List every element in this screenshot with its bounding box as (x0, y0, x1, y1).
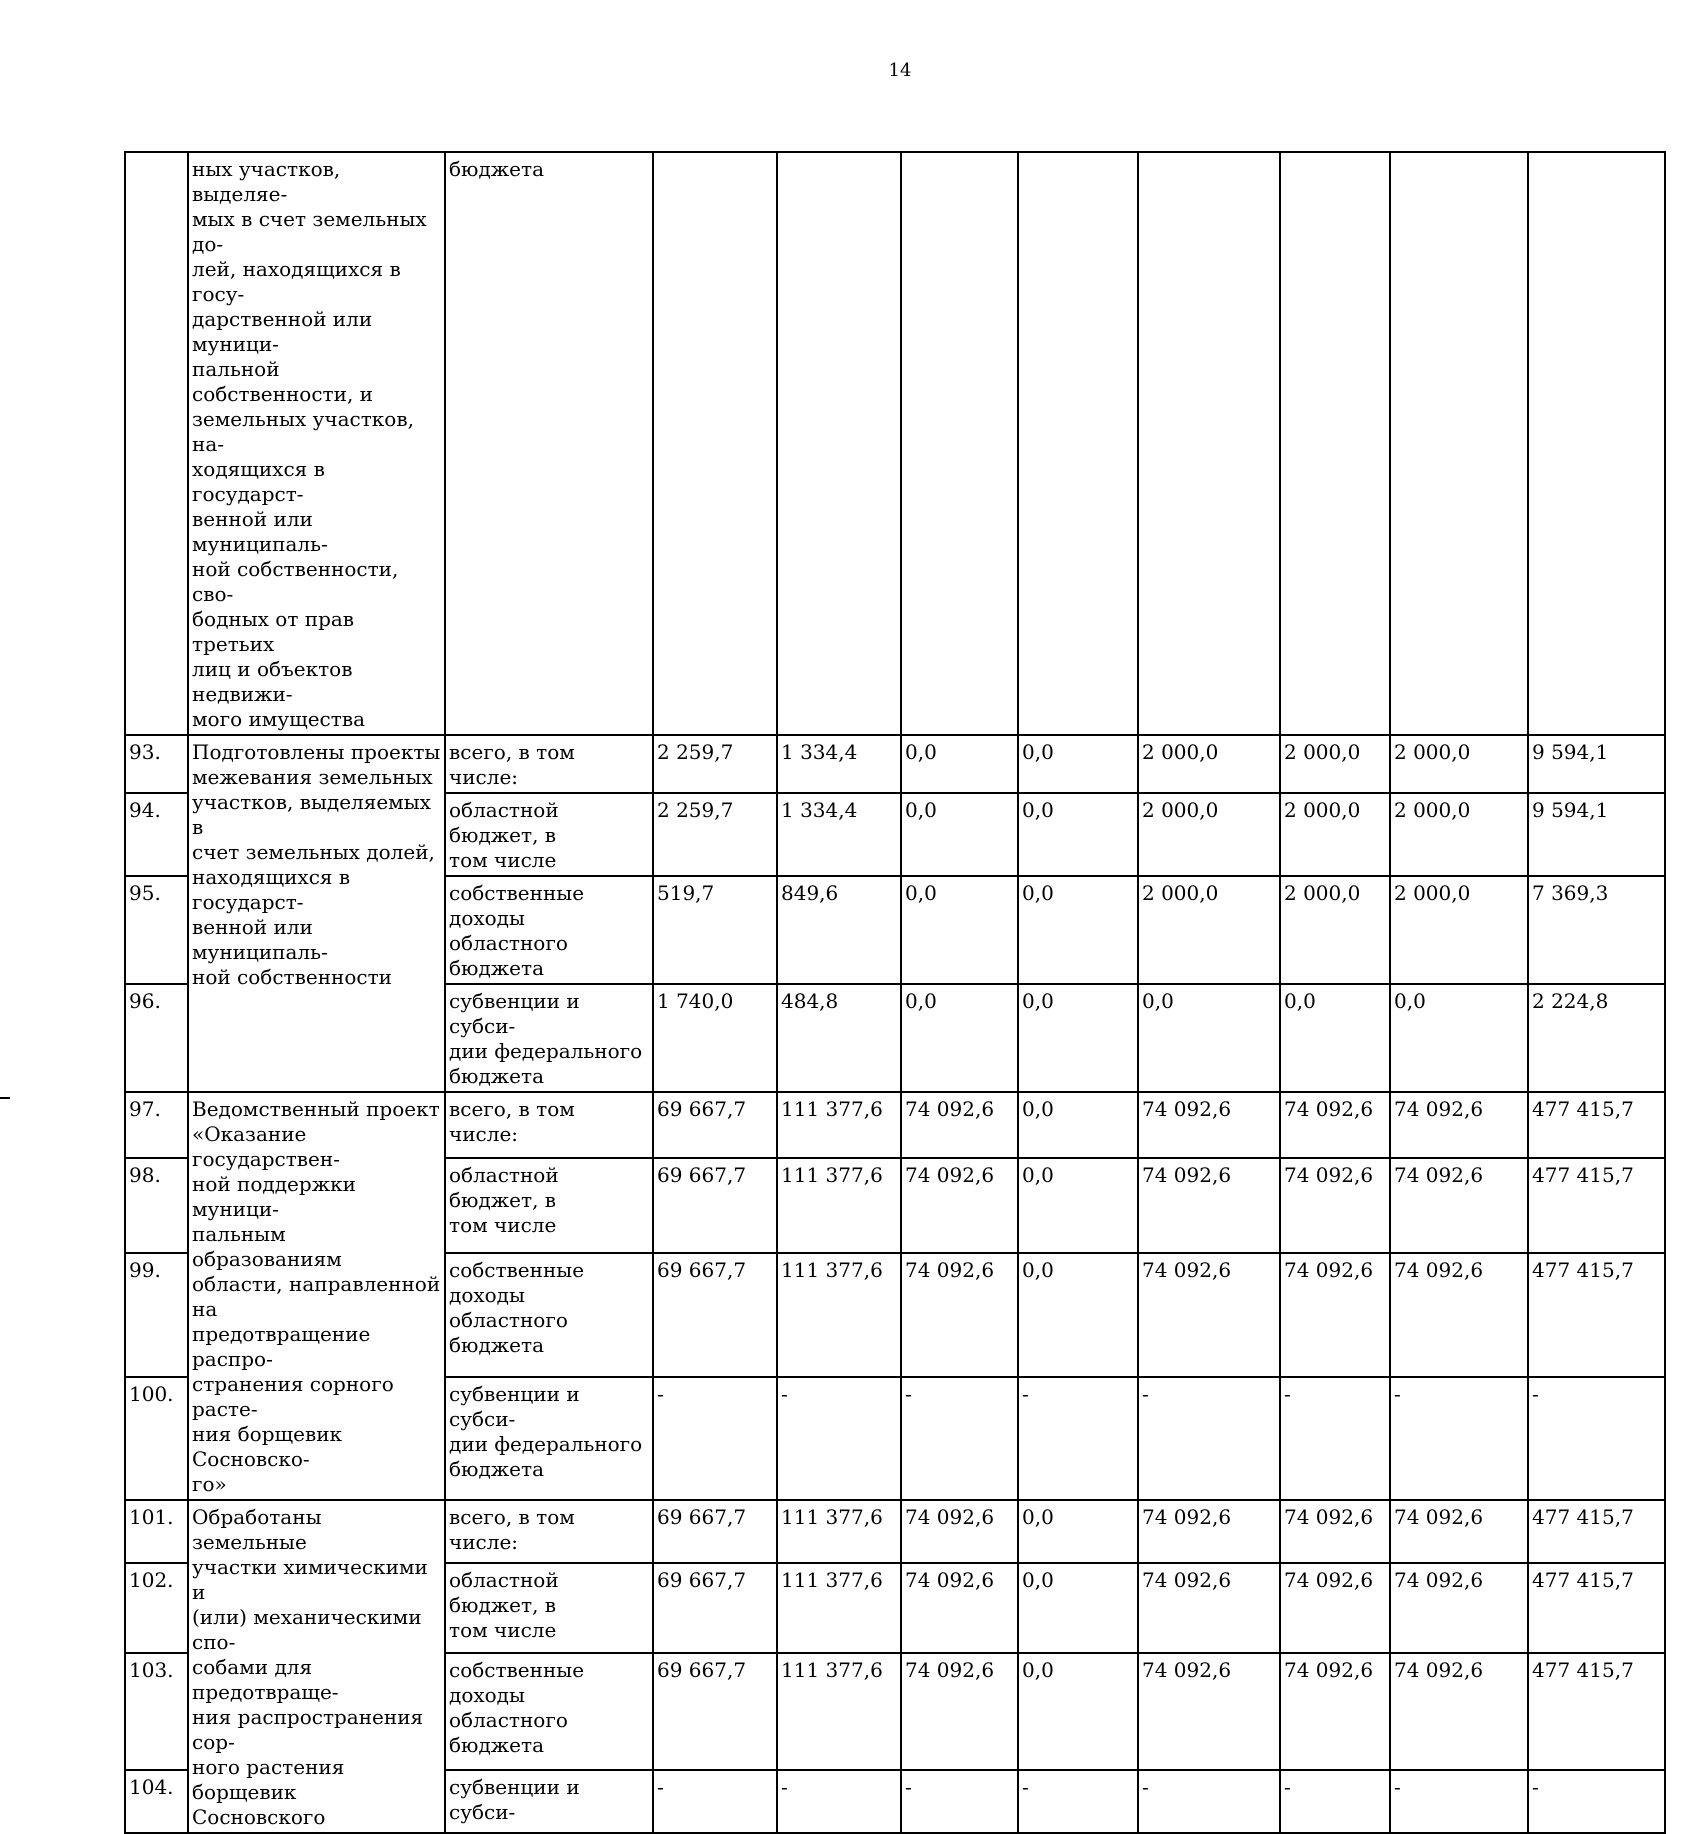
value: 0,0 (1022, 1097, 1054, 1121)
value-cell (1138, 1377, 1280, 1500)
value: 69 667,7 (657, 1505, 747, 1529)
value-cell (1528, 1500, 1665, 1563)
value: 74 092,6 (1142, 1097, 1232, 1121)
funding-source-cell (445, 1770, 653, 1833)
row-number-cell (125, 1092, 188, 1158)
value: 111 377,6 (781, 1567, 883, 1592)
value-cell (653, 1563, 777, 1653)
value: 111 377,6 (781, 1258, 883, 1283)
value: - (905, 1775, 912, 1800)
value: 477 415,7 (1532, 1258, 1634, 1283)
value: 74 092,6 (1284, 1505, 1374, 1529)
value: 74 092,6 (1394, 1505, 1484, 1529)
row-number-cell (125, 1253, 188, 1376)
value-cell (1390, 1253, 1528, 1376)
value-cell (1138, 1500, 1280, 1563)
value-cell (901, 876, 1018, 984)
value: - (1532, 1775, 1539, 1800)
value-cell (1138, 1092, 1280, 1158)
value-cell (777, 1158, 901, 1253)
row-number: 99. (129, 1258, 161, 1283)
value-cell (653, 1770, 777, 1833)
value-cell (1280, 876, 1390, 984)
value: 74 092,6 (1142, 1505, 1232, 1529)
value: 111 377,6 (781, 1097, 883, 1121)
value-cell (1138, 1563, 1280, 1653)
indicator-name-cell (188, 735, 445, 1092)
row-number: 94. (129, 798, 161, 822)
funding-source-cell (445, 1158, 653, 1253)
value: 74 092,6 (1394, 1097, 1484, 1121)
continuation-source-cell (445, 152, 653, 735)
value-cell (1390, 735, 1528, 793)
value-cell (1528, 1253, 1665, 1376)
value-cell (777, 735, 901, 793)
value: 111 377,6 (781, 1163, 883, 1188)
value-cell (1390, 1092, 1528, 1158)
value-cell (1528, 984, 1665, 1092)
row-number-cell (125, 1653, 188, 1770)
value-cell (1018, 984, 1138, 1092)
funding-source: всего, в том числе: (449, 740, 575, 789)
value-cell (777, 984, 901, 1092)
value: 477 415,7 (1532, 1163, 1634, 1188)
value-cell (1390, 1500, 1528, 1563)
value: 2 000,0 (1284, 798, 1361, 822)
funding-source: всего, в том числе: (449, 1505, 575, 1554)
value-cell (1138, 1770, 1280, 1833)
funding-source: субвенции и субси- дии федерального бюджета (449, 989, 643, 1088)
value-cell (1280, 1500, 1390, 1563)
value-cell (1390, 793, 1528, 876)
value-cell (1390, 1563, 1528, 1653)
table-row (125, 1092, 1665, 1158)
value-cell (1528, 876, 1665, 984)
value-cell (777, 1563, 901, 1653)
value: 0,0 (1022, 740, 1054, 764)
value-cell (1138, 1158, 1280, 1253)
value: 69 667,7 (657, 1097, 747, 1121)
value-cell (653, 984, 777, 1092)
row-number-cell (125, 1158, 188, 1253)
value-cell (653, 1377, 777, 1500)
value-cell (1018, 1770, 1138, 1833)
value-cell (1528, 1770, 1665, 1833)
value: - (1394, 1775, 1401, 1800)
value: 0,0 (1022, 1567, 1054, 1592)
funding-source: субвенции и субси- дии федерального бюджета (449, 1381, 643, 1481)
value: 74 092,6 (1142, 1567, 1232, 1592)
value: 74 092,6 (905, 1163, 995, 1188)
row-number: 102. (129, 1567, 174, 1592)
value: 74 092,6 (1394, 1657, 1484, 1682)
row-number: 93. (129, 740, 161, 764)
budget-table (124, 151, 1666, 1834)
row-number-cell (125, 1377, 188, 1500)
value: - (657, 1381, 664, 1406)
value: 2 000,0 (1142, 881, 1219, 905)
value-cell (777, 1092, 901, 1158)
value: - (1284, 1381, 1291, 1406)
value-cell (901, 1653, 1018, 1770)
funding-source-cell (445, 1563, 653, 1653)
value-cell (1528, 735, 1665, 793)
funding-source: всего, в том числе: (449, 1097, 575, 1146)
value: - (1142, 1775, 1149, 1800)
value: 0,0 (1022, 1505, 1054, 1529)
row-number-cell (125, 793, 188, 876)
value-cell (653, 793, 777, 876)
value-cell (1528, 1563, 1665, 1653)
value: 9 594,1 (1532, 798, 1609, 822)
value-cell (901, 1158, 1018, 1253)
row-number-cell (125, 1563, 188, 1653)
value-cell (901, 793, 1018, 876)
value: 2 000,0 (1142, 798, 1219, 822)
value-cell (653, 1253, 777, 1376)
indicator-name: Ведомственный проект «Оказание государствен- ной поддержки муници- пальным образованиям области, направленной на предотвращение распро- странения сорного расте- ния борщевик Сосновско- го» (192, 1097, 441, 1496)
value: - (1394, 1381, 1401, 1406)
value-cell (901, 1500, 1018, 1563)
value-cell (1138, 793, 1280, 876)
value-cell (1528, 1653, 1665, 1770)
empty-cell (1138, 152, 1280, 735)
value-cell (653, 735, 777, 793)
value: 2 000,0 (1394, 798, 1471, 822)
funding-source-cell (445, 793, 653, 876)
row-number: 104. (129, 1775, 174, 1800)
empty-cell (653, 152, 777, 735)
value-cell (1018, 1563, 1138, 1653)
value: - (1284, 1775, 1291, 1800)
value-cell (653, 876, 777, 984)
value: 74 092,6 (1142, 1258, 1232, 1283)
value: 2 000,0 (1284, 740, 1361, 764)
row-number: 96. (129, 989, 161, 1013)
value-cell (777, 1377, 901, 1500)
row-number-cell (125, 1770, 188, 1833)
value-cell (901, 1377, 1018, 1500)
value-cell (1280, 1653, 1390, 1770)
value-cell (1280, 984, 1390, 1092)
value: - (657, 1775, 664, 1800)
value: 1 740,0 (657, 989, 734, 1013)
value: 1 334,4 (781, 798, 858, 822)
value-cell (777, 1253, 901, 1376)
value: 477 415,7 (1532, 1505, 1634, 1529)
value: 0,0 (905, 989, 937, 1013)
continuation-name-cell (188, 152, 445, 735)
value: 69 667,7 (657, 1567, 747, 1592)
funding-source-cell (445, 1377, 653, 1500)
value-cell (1280, 1092, 1390, 1158)
value-cell (901, 1563, 1018, 1653)
value: 849,6 (781, 881, 839, 905)
value: 2 259,7 (657, 798, 734, 822)
value-cell (1018, 1092, 1138, 1158)
value: - (1532, 1381, 1539, 1406)
value-cell (777, 876, 901, 984)
row-number: 95. (129, 881, 161, 905)
value: 74 092,6 (905, 1258, 995, 1283)
value-cell (1280, 1158, 1390, 1253)
value-cell (901, 1092, 1018, 1158)
continuation-num-cell (125, 152, 188, 735)
value-cell (653, 1653, 777, 1770)
value-cell (1528, 793, 1665, 876)
funding-source: собственные доходы областного бюджета (449, 881, 585, 980)
value-cell (1390, 1770, 1528, 1833)
value: 0,0 (905, 740, 937, 764)
funding-source-cell (445, 1092, 653, 1158)
value: 74 092,6 (905, 1505, 995, 1529)
value: 111 377,6 (781, 1657, 883, 1682)
value: 477 415,7 (1532, 1657, 1634, 1682)
page-number: 14 (888, 60, 912, 81)
value: 69 667,7 (657, 1163, 747, 1188)
value-cell (1528, 1092, 1665, 1158)
value: - (1022, 1381, 1029, 1406)
margin-mark (0, 1097, 10, 1099)
funding-source-cell (445, 1253, 653, 1376)
value: 69 667,7 (657, 1657, 747, 1682)
indicator-name: Обработаны земельные участки химическими и (или) механическими спо- собами для предотвраще- ния распространения сор- ного растения борщевик Сосновского (192, 1505, 428, 1829)
funding-source-cell (445, 1500, 653, 1563)
value: 0,0 (1022, 1657, 1054, 1682)
continuation-source: бюджета (449, 157, 544, 181)
value: 74 092,6 (1394, 1163, 1484, 1188)
value-cell (1390, 1653, 1528, 1770)
value: 484,8 (781, 989, 839, 1013)
value-cell (1018, 876, 1138, 984)
value: 74 092,6 (1284, 1163, 1374, 1188)
value-cell (1390, 876, 1528, 984)
value-cell (901, 1253, 1018, 1376)
value: 7 369,3 (1532, 881, 1609, 905)
value: 2 000,0 (1394, 881, 1471, 905)
value-cell (1018, 735, 1138, 793)
value-cell (1138, 876, 1280, 984)
funding-source: областной бюджет, в том числе (449, 1163, 559, 1238)
value-cell (1528, 1377, 1665, 1500)
value-cell (1390, 1158, 1528, 1253)
row-number-cell (125, 984, 188, 1092)
row-number: 97. (129, 1097, 161, 1121)
empty-cell (1528, 152, 1665, 735)
value: 74 092,6 (1394, 1258, 1484, 1283)
value-cell (1138, 984, 1280, 1092)
indicator-name: Подготовлены проекты межевания земельных участков, выделяемых в счет земельных долей, находящихся в государст- венной или муниципаль- ной собственности (192, 740, 441, 989)
value: 9 594,1 (1532, 740, 1609, 764)
value-cell (653, 1092, 777, 1158)
row-number: 98. (129, 1163, 161, 1188)
value-cell (1280, 1253, 1390, 1376)
value: 0,0 (1142, 989, 1174, 1013)
empty-cell (1390, 152, 1528, 735)
value: 74 092,6 (905, 1097, 995, 1121)
value-cell (777, 1500, 901, 1563)
value: 477 415,7 (1532, 1567, 1634, 1592)
value: 0,0 (1394, 989, 1426, 1013)
value-cell (1280, 793, 1390, 876)
value: 1 334,4 (781, 740, 858, 764)
table-row (125, 735, 1665, 793)
value: - (781, 1381, 788, 1406)
value-cell (1280, 1377, 1390, 1500)
value-cell (777, 1653, 901, 1770)
value: 74 092,6 (1284, 1097, 1374, 1121)
funding-source: собственные доходы областного бюджета (449, 1657, 585, 1757)
value-cell (777, 1770, 901, 1833)
value-cell (1390, 1377, 1528, 1500)
value: 2 000,0 (1394, 740, 1471, 764)
value: 74 092,6 (1142, 1163, 1232, 1188)
value: 477 415,7 (1532, 1097, 1634, 1121)
value: 2 224,8 (1532, 989, 1609, 1013)
value-cell (777, 793, 901, 876)
value: 74 092,6 (905, 1657, 995, 1682)
value: 74 092,6 (1284, 1258, 1374, 1283)
empty-cell (1280, 152, 1390, 735)
funding-source-cell (445, 735, 653, 793)
empty-cell (777, 152, 901, 735)
value: 2 000,0 (1284, 881, 1361, 905)
value-cell (1138, 735, 1280, 793)
value: 69 667,7 (657, 1258, 747, 1283)
value-cell (1390, 984, 1528, 1092)
row-number: 101. (129, 1505, 174, 1529)
value: 74 092,6 (905, 1567, 995, 1592)
value: - (781, 1775, 788, 1800)
value-cell (653, 1158, 777, 1253)
value-cell (653, 1500, 777, 1563)
value: 74 092,6 (1284, 1567, 1374, 1592)
funding-source-cell (445, 876, 653, 984)
value-cell (1018, 1377, 1138, 1500)
funding-source-cell (445, 1653, 653, 1770)
continuation-row (125, 152, 1665, 735)
indicator-name-cell (188, 1092, 445, 1500)
value-cell (1018, 1653, 1138, 1770)
value: 0,0 (905, 881, 937, 905)
table-row (125, 1500, 1665, 1563)
value: 74 092,6 (1284, 1657, 1374, 1682)
value: 2 259,7 (657, 740, 734, 764)
value: 74 092,6 (1142, 1657, 1232, 1682)
row-number-cell (125, 735, 188, 793)
funding-source: субвенции и субси- (449, 1775, 580, 1825)
value-cell (1280, 1563, 1390, 1653)
row-number: 100. (129, 1381, 174, 1406)
value-cell (1280, 735, 1390, 793)
row-number-cell (125, 1500, 188, 1563)
value: 0,0 (1022, 798, 1054, 822)
funding-source-cell (445, 984, 653, 1092)
value: - (905, 1381, 912, 1406)
funding-source: областной бюджет, в том числе (449, 798, 559, 872)
value-cell (1018, 1253, 1138, 1376)
value: 111 377,6 (781, 1505, 883, 1529)
continuation-name: ных участков, выделяе- мых в счет земельных до- лей, находящихся в госу- дарственной или муници- пальной собственности, и земельных участков, на- ходящихся в государст- венной или муниципаль- ной собственности, сво- бодных от прав третьих лиц и объектов недвижи- мого имущества (192, 157, 427, 731)
value: - (1142, 1381, 1149, 1406)
value-cell (1018, 793, 1138, 876)
value: 0,0 (1022, 1258, 1054, 1283)
value: 74 092,6 (1394, 1567, 1484, 1592)
value-cell (1280, 1770, 1390, 1833)
value: 0,0 (1284, 989, 1316, 1013)
funding-source: областной бюджет, в том числе (449, 1567, 559, 1642)
value: - (1022, 1775, 1029, 1800)
empty-cell (901, 152, 1018, 735)
value: 2 000,0 (1142, 740, 1219, 764)
value: 0,0 (1022, 1163, 1054, 1188)
value-cell (1138, 1253, 1280, 1376)
value: 0,0 (1022, 881, 1054, 905)
value-cell (901, 735, 1018, 793)
funding-source: собственные доходы областного бюджета (449, 1258, 585, 1358)
value-cell (1528, 1158, 1665, 1253)
value-cell (901, 1770, 1018, 1833)
value: 0,0 (1022, 989, 1054, 1013)
value: 519,7 (657, 881, 715, 905)
value: 0,0 (905, 798, 937, 822)
value-cell (1018, 1500, 1138, 1563)
value-cell (901, 984, 1018, 1092)
row-number: 103. (129, 1657, 174, 1682)
empty-cell (1018, 152, 1138, 735)
value-cell (1138, 1653, 1280, 1770)
row-number-cell (125, 876, 188, 984)
value-cell (1018, 1158, 1138, 1253)
indicator-name-cell (188, 1500, 445, 1833)
